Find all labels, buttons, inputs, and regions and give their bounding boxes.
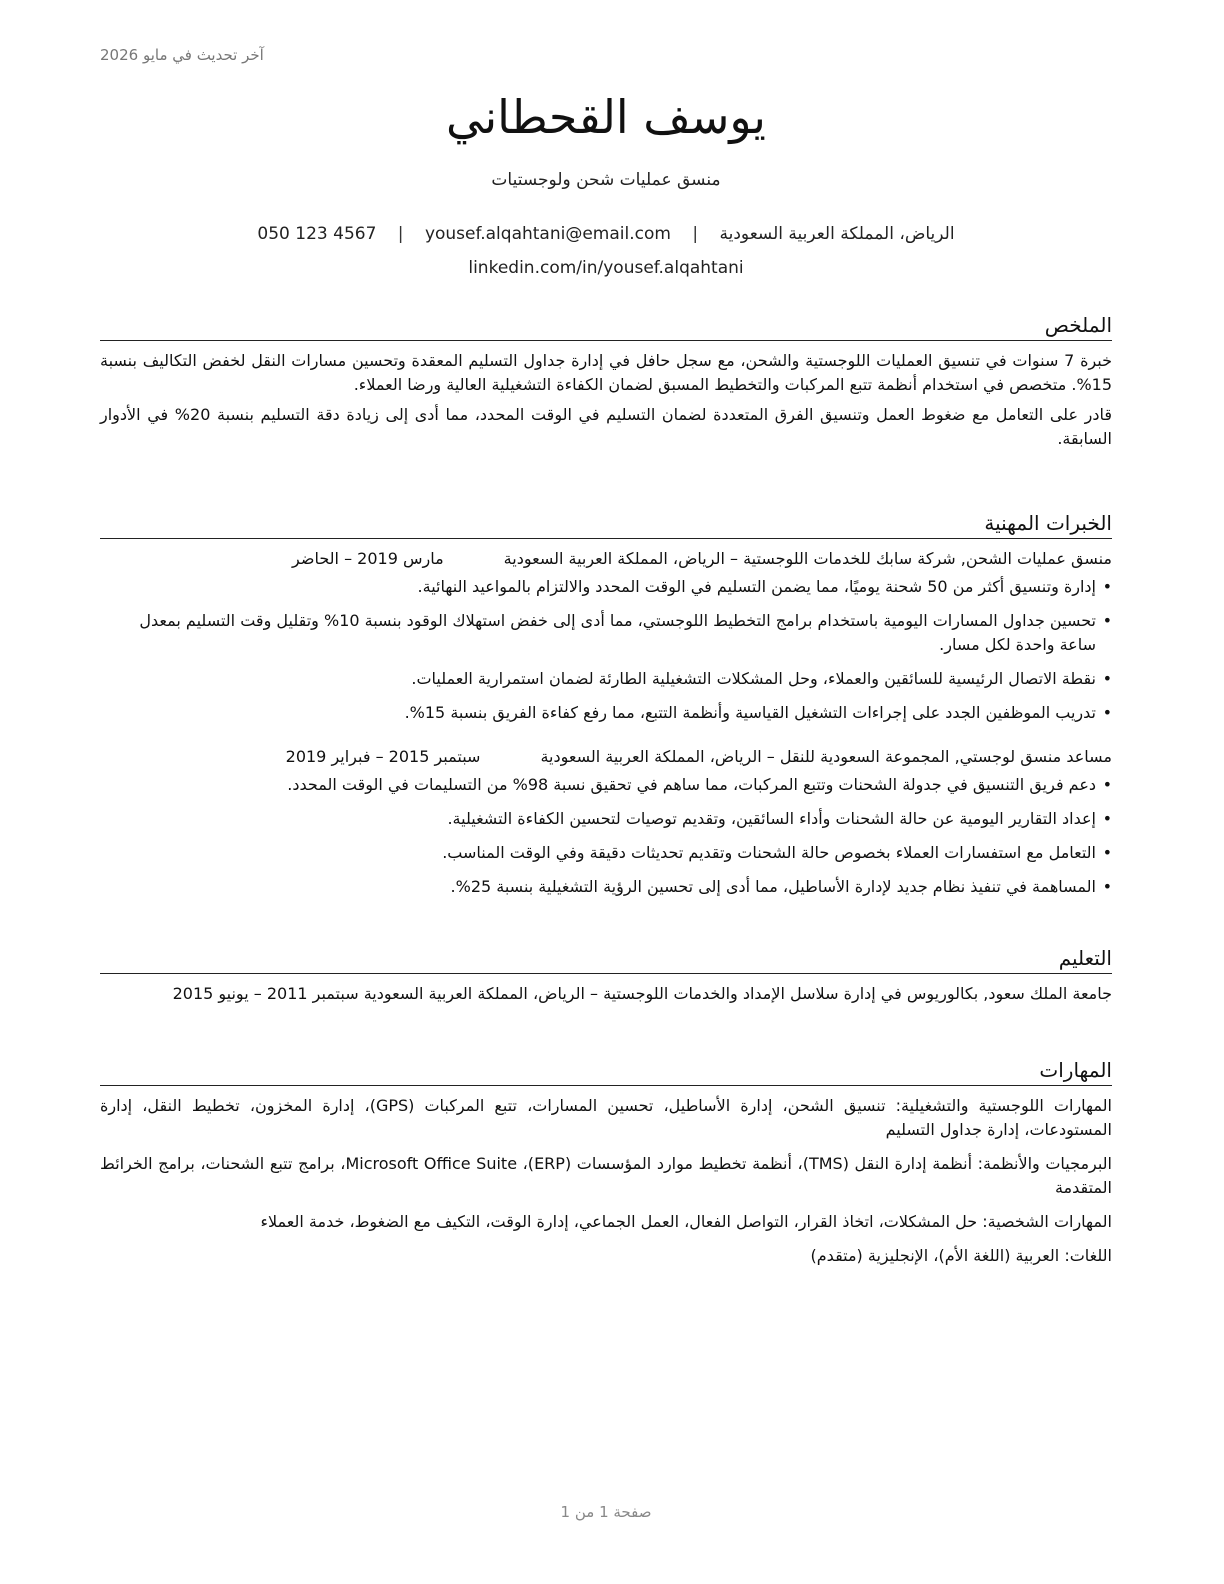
phone-number: 050 123 4567 (257, 224, 377, 244)
candidate-name: يوسف القحطاني (445, 90, 766, 144)
linkedin-link[interactable]: linkedin.com/in/yousef.alqahtani (468, 258, 744, 278)
education-section (100, 945, 1112, 1006)
education-heading: التعليم (100, 945, 1112, 974)
job-bullet: • تدريب الموظفين الجدد على إجراءات التشغيل القياسية وأنظمة التتبع، مما رفع كفاءة الفريق بنسبة 15%. (100, 701, 1112, 725)
skills-section (100, 1057, 1112, 1278)
skills-item: المهارات الشخصية: حل المشكلات، اتخاذ القرار، التواصل الفعال، العمل الجماعي، إدارة الوقت، التكيف مع الضغوط، خدمة العملاء (260, 1212, 1112, 1231)
page-number: صفحة 1 من 1 (560, 1503, 652, 1521)
job-role-company: منسق عمليات الشحن, شركة سابك للخدمات اللوجستية – الرياض، المملكة العربية السعودية (503, 549, 1112, 568)
job-bullet: • دعم فريق التنسيق في جدولة الشحنات وتتبع المركبات، مما ساهم في تحقيق نسبة 98% من التسليمات في الوقت المحدد. (100, 773, 1112, 797)
job-header (100, 547, 1112, 571)
skills-item: اللغات: العربية (اللغة الأم)، الإنجليزية (متقدم) (810, 1246, 1112, 1265)
skills-item: المهارات اللوجستية والتشغيلية: تنسيق الشحن، إدارة الأساطيل، تحسين المسارات، تتبع المركبات (GPS)، إدارة المخزون، تخطيط النقل، إدارة المستودعات، إدارة جداول التسليم (100, 1096, 1112, 1139)
summary-paragraph: قادر على التعامل مع ضغوط العمل وتنسيق الفرق المتعددة لضمان التسليم في الوقت المحدد، مما أدى إلى زيادة دقة التسليم بنسبة 20% في الأدوار السابقة. (100, 405, 1113, 448)
job-bullet: • إعداد التقارير اليومية عن حالة الشحنات وأداء السائقين، وتقديم توصيات لتحسين الكفاءة التشغيلية. (100, 807, 1112, 831)
job-bullets (100, 575, 1112, 725)
job-dates: مارس 2019 – الحاضر (292, 549, 444, 568)
job-bullet: • المساهمة في تنفيذ نظام جديد لإدارة الأساطيل، مما أدى إلى تحسين الرؤية التشغيلية بنسبة 25%. (100, 875, 1112, 899)
skills-heading: المهارات (100, 1057, 1112, 1086)
location-text: الرياض، المملكة العربية السعودية (719, 224, 955, 244)
summary-paragraph: خبرة 7 سنوات في تنسيق العمليات اللوجستية والشحن، مع سجل حافل في إدارة جداول التسليم المعقدة وتحسين مسارات النقل لخفض التكاليف بنسبة 15%. متخصص في استخدام أنظمة تتبع المركبات والتخطيط المسبق لضمان الكفاءة التشغيلية العالية ورضا العملاء. (100, 351, 1113, 394)
contact-separator: | (692, 224, 699, 244)
experience-section (100, 510, 1112, 909)
summary-section (100, 312, 1112, 457)
job-role-company: مساعد منسق لوجستي, المجموعة السعودية للنقل – الرياض، المملكة العربية السعودية (540, 747, 1112, 766)
contact-line (100, 224, 1112, 244)
job-bullet: • تحسين جداول المسارات اليومية باستخدام برامج التخطيط اللوجستي، مما أدى إلى خفض استهلاك الوقود بنسبة 10% وتقليل وقت التسليم بمعدل ساعة واحدة لكل مسار. (100, 609, 1112, 657)
job-bullets (100, 773, 1112, 899)
experience-heading: الخبرات المهنية (100, 510, 1112, 539)
contact-separator: | (397, 224, 404, 244)
summary-heading: الملخص (100, 312, 1112, 341)
candidate-job-title: منسق عمليات شحن ولوجستيات (491, 170, 721, 190)
education-entry: جامعة الملك سعود, بكالوريوس في إدارة سلاسل الإمداد والخدمات اللوجستية – الرياض، المملكة العربية السعودية سبتمبر 2011 – يونيو 2015 (172, 984, 1112, 1003)
job-entry (100, 547, 1112, 725)
resume-page (100, 0, 1112, 1584)
job-header (100, 745, 1112, 769)
job-bullet: • نقطة الاتصال الرئيسية للسائقين والعملاء، وحل المشكلات التشغيلية الطارئة لضمان استمرارية العمليات. (100, 667, 1112, 691)
skills-item: البرمجيات والأنظمة: أنظمة إدارة النقل (TMS)، أنظمة تخطيط موارد المؤسسات (ERP)، Microsoft Office Suite، برامج تتبع الشحنات، برامج الخرائط المتقدمة (100, 1154, 1113, 1197)
job-bullet: • التعامل مع استفسارات العملاء بخصوص حالة الشحنات وتقديم تحديثات دقيقة وفي الوقت المناسب. (100, 841, 1112, 865)
last-updated-note: آخر تحديث في مايو 2026 (100, 46, 264, 64)
job-bullet: • إدارة وتنسيق أكثر من 50 شحنة يوميًا، مما يضمن التسليم في الوقت المحدد والالتزام بالمواعيد النهائية. (100, 575, 1112, 599)
job-entry (100, 745, 1112, 899)
email-link[interactable]: yousef.alqahtani@email.com (424, 224, 671, 244)
job-dates: سبتمبر 2015 – فبراير 2019 (285, 747, 481, 766)
